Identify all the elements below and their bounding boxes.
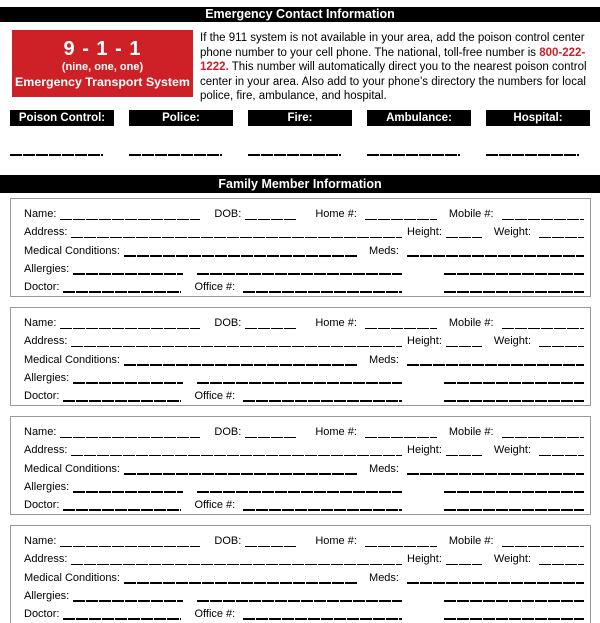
name-fill-line[interactable]	[60, 437, 200, 439]
office-phone-label: Office #:	[194, 607, 236, 620]
allergies-continued-fill-line[interactable]	[197, 491, 402, 493]
meds-label: Meds:	[369, 244, 399, 257]
meds-continued-fill-line-2[interactable]	[444, 509, 584, 511]
mobile-phone-fill-line[interactable]	[502, 219, 584, 221]
allergies-label: Allergies:	[24, 589, 70, 602]
member-row-doctor	[11, 494, 590, 512]
member-row-doctor	[11, 603, 590, 621]
weight-fill-line[interactable]	[539, 346, 584, 348]
family-member-block-2	[10, 307, 591, 406]
medical-conditions-label: Medical Conditions:	[24, 244, 120, 257]
height-label: Height:	[407, 226, 442, 239]
intro-text-after: This number will automatically direct you to the nearest poison control center in your area. Also add to your phone’s directory the numbers for local police, fire, ambulance, and hospital.	[200, 61, 587, 103]
meds-continued-fill-line[interactable]	[444, 382, 584, 384]
height-fill-line[interactable]	[446, 346, 482, 348]
height-fill-line[interactable]	[446, 237, 482, 239]
office-phone-fill-line[interactable]	[243, 291, 402, 293]
name-fill-line[interactable]	[60, 546, 200, 548]
hospital-label: Hospital:	[486, 110, 590, 126]
member-row-name	[11, 421, 590, 439]
home-phone-label: Home #:	[315, 426, 357, 439]
meds-label: Meds:	[369, 462, 399, 475]
mobile-phone-label: Mobile #:	[448, 535, 494, 548]
medical-conditions-fill-line[interactable]	[124, 255, 357, 257]
name-fill-line[interactable]	[60, 219, 200, 221]
home-phone-fill-line[interactable]	[365, 328, 437, 330]
member-row-medical	[11, 239, 590, 257]
meds-fill-line[interactable]	[407, 582, 584, 584]
hospital-fill-line[interactable]	[486, 154, 579, 156]
doctor-fill-line[interactable]	[63, 400, 181, 402]
home-phone-fill-line[interactable]	[365, 437, 437, 439]
office-phone-label: Office #:	[194, 280, 236, 293]
height-fill-line[interactable]	[446, 564, 482, 566]
member-row-allergies	[11, 367, 590, 385]
fire-fill-line[interactable]	[248, 154, 341, 156]
weight-fill-line[interactable]	[539, 237, 584, 239]
weight-fill-line[interactable]	[539, 455, 584, 457]
height-label: Height:	[407, 335, 442, 348]
dob-label: DOB:	[214, 426, 242, 439]
medical-conditions-label: Medical Conditions:	[24, 571, 120, 584]
office-phone-fill-line[interactable]	[243, 509, 402, 511]
contact-hospital	[486, 110, 590, 156]
doctor-label: Doctor:	[24, 607, 60, 620]
police-label: Police:	[129, 110, 233, 126]
member-row-medical	[11, 457, 590, 475]
allergies-continued-fill-line[interactable]	[197, 273, 402, 275]
section-header-family-member: Family Member Information	[0, 175, 600, 193]
member-row-address	[11, 221, 590, 239]
office-phone-fill-line[interactable]	[243, 618, 402, 620]
poison-control-fill-line[interactable]	[10, 154, 103, 156]
mobile-phone-label: Mobile #:	[448, 426, 494, 439]
911-callout-box	[12, 30, 193, 97]
dob-fill-line[interactable]	[245, 328, 297, 330]
meds-fill-line[interactable]	[407, 473, 584, 475]
member-row-medical	[11, 348, 590, 366]
allergies-fill-line[interactable]	[73, 273, 183, 275]
weight-label: Weight:	[493, 553, 531, 566]
ambulance-label: Ambulance:	[367, 110, 471, 126]
height-label: Height:	[407, 444, 442, 457]
meds-continued-fill-line[interactable]	[444, 600, 584, 602]
emergency-contacts-row	[10, 110, 590, 156]
meds-continued-fill-line[interactable]	[444, 491, 584, 493]
contact-ambulance	[367, 110, 471, 156]
allergies-label: Allergies:	[24, 371, 70, 384]
name-label: Name:	[24, 317, 57, 330]
meds-label: Meds:	[369, 353, 399, 366]
intro-paragraph	[200, 31, 593, 104]
member-row-address	[11, 330, 590, 348]
allergies-label: Allergies:	[24, 480, 70, 493]
allergies-fill-line[interactable]	[73, 491, 183, 493]
mobile-phone-fill-line[interactable]	[502, 546, 584, 548]
mobile-phone-label: Mobile #:	[448, 317, 494, 330]
office-phone-label: Office #:	[194, 389, 236, 402]
fire-label: Fire:	[248, 110, 352, 126]
allergies-continued-fill-line[interactable]	[197, 382, 402, 384]
allergies-continued-fill-line[interactable]	[197, 600, 402, 602]
name-fill-line[interactable]	[60, 328, 200, 330]
name-label: Name:	[24, 426, 57, 439]
doctor-fill-line[interactable]	[63, 509, 181, 511]
meds-continued-fill-line[interactable]	[444, 273, 584, 275]
family-member-block-1	[10, 198, 591, 297]
911-phonetic: (nine, one, one)	[61, 60, 144, 73]
office-phone-label: Office #:	[194, 498, 236, 511]
member-row-allergies	[11, 258, 590, 276]
weight-fill-line[interactable]	[539, 564, 584, 566]
dob-fill-line[interactable]	[245, 546, 297, 548]
address-fill-line[interactable]	[71, 237, 402, 239]
mobile-phone-fill-line[interactable]	[502, 328, 584, 330]
height-fill-line[interactable]	[446, 455, 482, 457]
address-label: Address:	[24, 335, 68, 348]
name-label: Name:	[24, 208, 57, 221]
home-phone-fill-line[interactable]	[365, 546, 437, 548]
height-label: Height:	[407, 553, 442, 566]
dob-fill-line[interactable]	[245, 219, 297, 221]
address-label: Address:	[24, 444, 68, 457]
address-label: Address:	[24, 226, 68, 239]
medical-conditions-fill-line[interactable]	[124, 582, 357, 584]
doctor-fill-line[interactable]	[63, 618, 181, 620]
contact-poison-control	[10, 110, 114, 156]
weight-label: Weight:	[493, 226, 531, 239]
meds-fill-line[interactable]	[407, 255, 584, 257]
member-row-name	[11, 312, 590, 330]
meds-continued-fill-line-2[interactable]	[444, 400, 584, 402]
weight-label: Weight:	[493, 335, 531, 348]
911-subtitle: Emergency Transport System	[15, 74, 190, 89]
mobile-phone-fill-line[interactable]	[502, 437, 584, 439]
member-row-address	[11, 548, 590, 566]
family-member-block-4	[10, 525, 591, 623]
mobile-phone-label: Mobile #:	[448, 208, 494, 221]
doctor-label: Doctor:	[24, 280, 60, 293]
ambulance-fill-line[interactable]	[367, 154, 460, 156]
contact-fire	[248, 110, 352, 156]
member-row-doctor	[11, 276, 590, 294]
poison-control-phone-number: 800-222-1222.	[200, 46, 586, 74]
meds-fill-line[interactable]	[407, 364, 584, 366]
intro-text-before: If the 911 system is not available in your area, add the poison control center phone number to your cell phone. The national, toll-free number is	[200, 32, 585, 59]
home-phone-label: Home #:	[315, 208, 357, 221]
dob-label: DOB:	[214, 317, 242, 330]
weight-label: Weight:	[493, 444, 531, 457]
911-number: 9 - 1 - 1	[63, 37, 142, 60]
section-header-emergency-contact: Emergency Contact Information	[0, 7, 600, 22]
address-fill-line[interactable]	[71, 455, 402, 457]
dob-fill-line[interactable]	[245, 437, 297, 439]
family-member-block-3	[10, 416, 591, 515]
contact-police	[129, 110, 233, 156]
medical-conditions-label: Medical Conditions:	[24, 353, 120, 366]
member-row-doctor	[11, 385, 590, 403]
doctor-label: Doctor:	[24, 389, 60, 402]
dob-label: DOB:	[214, 208, 242, 221]
name-label: Name:	[24, 535, 57, 548]
dob-label: DOB:	[214, 535, 242, 548]
meds-label: Meds:	[369, 571, 399, 584]
member-row-allergies	[11, 585, 590, 603]
allergies-label: Allergies:	[24, 262, 70, 275]
meds-continued-fill-line-2[interactable]	[444, 618, 584, 620]
member-row-address	[11, 439, 590, 457]
allergies-fill-line[interactable]	[73, 600, 183, 602]
member-row-name	[11, 203, 590, 221]
medical-conditions-fill-line[interactable]	[124, 473, 357, 475]
doctor-fill-line[interactable]	[63, 291, 181, 293]
doctor-label: Doctor:	[24, 498, 60, 511]
medical-conditions-label: Medical Conditions:	[24, 462, 120, 475]
member-row-name	[11, 530, 590, 548]
home-phone-label: Home #:	[315, 535, 357, 548]
home-phone-fill-line[interactable]	[365, 219, 437, 221]
meds-continued-fill-line-2[interactable]	[444, 291, 584, 293]
address-fill-line[interactable]	[71, 346, 402, 348]
police-fill-line[interactable]	[129, 154, 222, 156]
allergies-fill-line[interactable]	[73, 382, 183, 384]
member-row-allergies	[11, 476, 590, 494]
address-label: Address:	[24, 553, 68, 566]
member-row-medical	[11, 566, 590, 584]
address-fill-line[interactable]	[71, 564, 402, 566]
office-phone-fill-line[interactable]	[243, 400, 402, 402]
poison-control-label: Poison Control:	[10, 110, 114, 126]
home-phone-label: Home #:	[315, 317, 357, 330]
medical-conditions-fill-line[interactable]	[124, 364, 357, 366]
